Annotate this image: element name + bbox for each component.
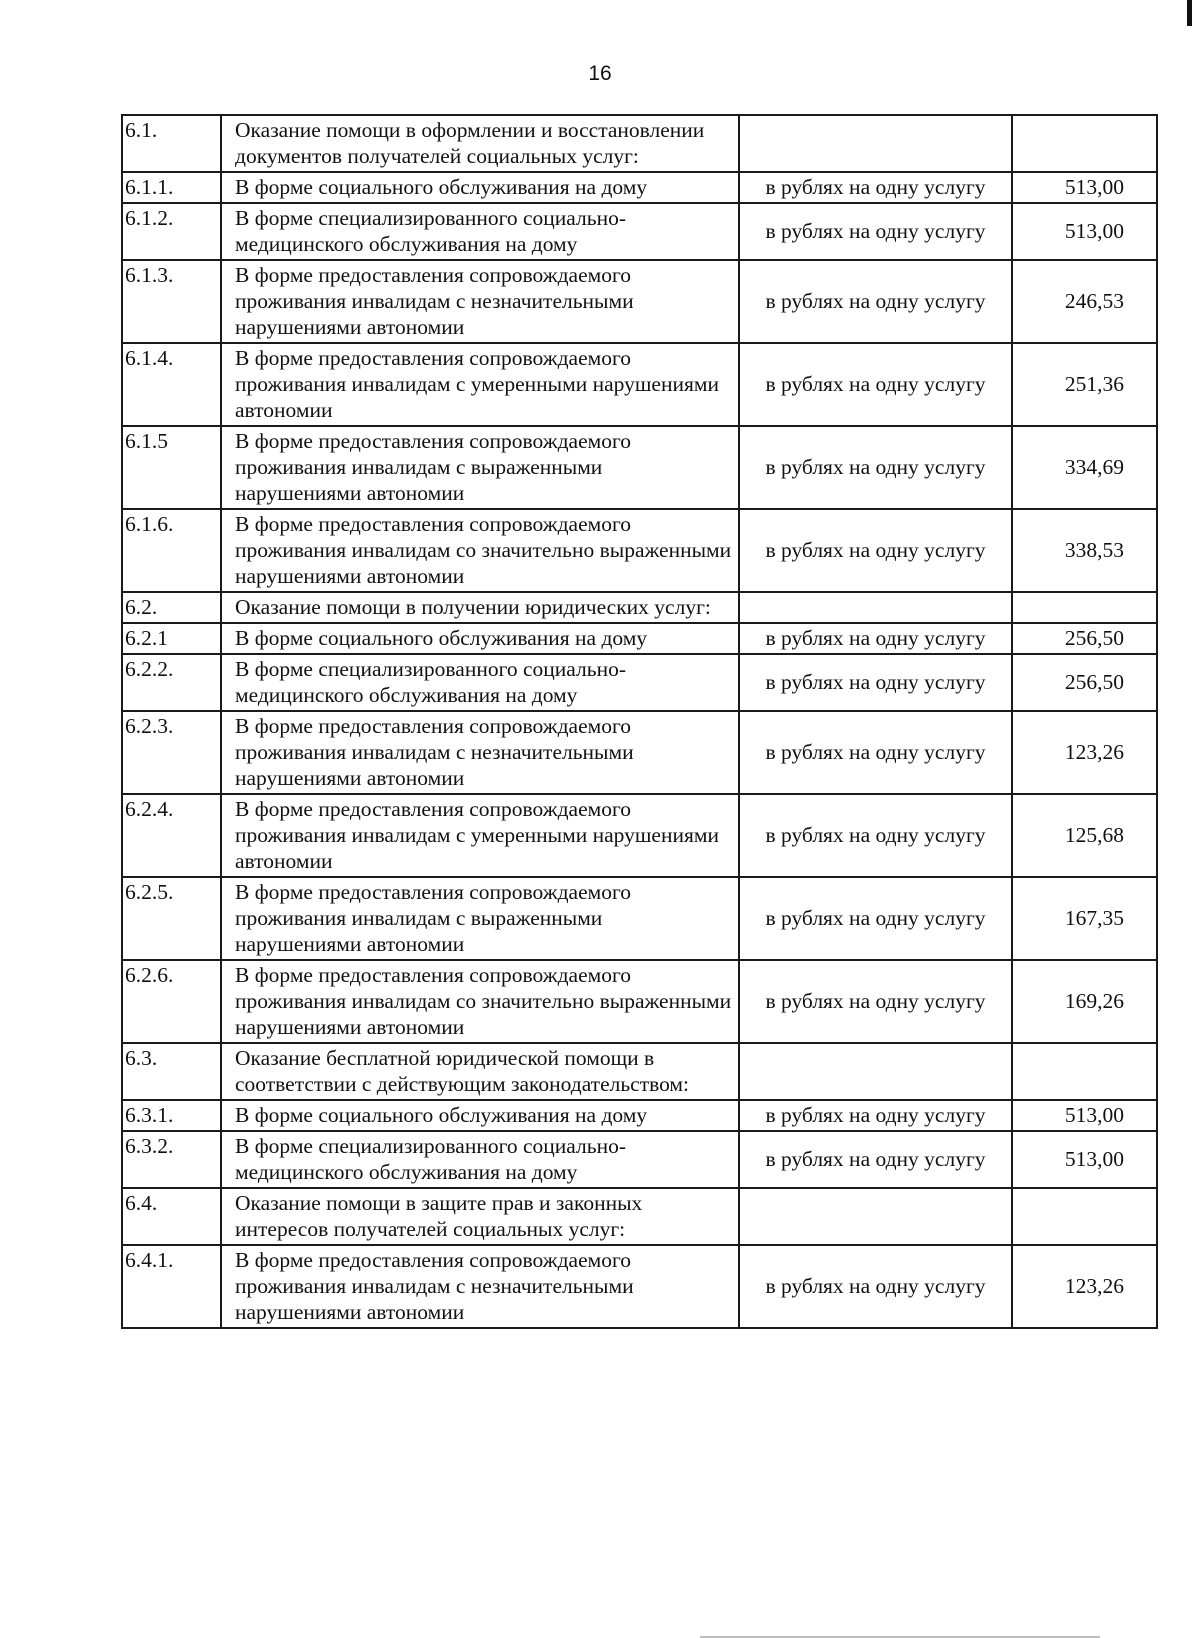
price-cell — [1012, 1043, 1157, 1100]
price-cell: 256,50 — [1012, 623, 1157, 654]
row-number-cell: 6.3.2. — [122, 1131, 221, 1188]
table-row — [122, 1043, 1157, 1100]
price-cell: 513,00 — [1012, 1100, 1157, 1131]
table-row — [122, 172, 1157, 203]
row-number-cell: 6.3. — [122, 1043, 221, 1100]
service-name-cell: В форме предоставления сопровождаемого проживания инвалидам с выраженными нарушениями автономии — [221, 426, 739, 509]
row-number-cell: 6.2.6. — [122, 960, 221, 1043]
unit-cell: в рублях на одну услугу — [739, 1245, 1012, 1328]
table-row — [122, 960, 1157, 1043]
service-name-cell: Оказание помощи в оформлении и восстановлении документов получателей социальных услуг: — [221, 115, 739, 172]
row-number-cell: 6.2. — [122, 592, 221, 623]
price-cell: 513,00 — [1012, 203, 1157, 260]
service-name-cell: В форме социального обслуживания на дому — [221, 1100, 739, 1131]
table-row — [122, 623, 1157, 654]
price-cell — [1012, 1188, 1157, 1245]
table-row — [122, 794, 1157, 877]
table-row — [122, 877, 1157, 960]
unit-cell: в рублях на одну услугу — [739, 1131, 1012, 1188]
unit-cell: в рублях на одну услугу — [739, 794, 1012, 877]
scan-edge-mark — [1187, 0, 1192, 26]
service-name-cell: В форме специализированного социально-медицинского обслуживания на дому — [221, 654, 739, 711]
row-number-cell: 6.1.1. — [122, 172, 221, 203]
unit-cell: в рублях на одну услугу — [739, 203, 1012, 260]
table-row — [122, 1245, 1157, 1328]
service-name-cell: В форме социального обслуживания на дому — [221, 623, 739, 654]
table-row — [122, 654, 1157, 711]
unit-cell — [739, 592, 1012, 623]
row-number-cell: 6.3.1. — [122, 1100, 221, 1131]
unit-cell: в рублях на одну услугу — [739, 877, 1012, 960]
unit-cell: в рублях на одну услугу — [739, 509, 1012, 592]
service-name-cell: В форме предоставления сопровождаемого проживания инвалидам с незначительными нарушениями автономии — [221, 711, 739, 794]
service-name-cell: В форме предоставления сопровождаемого проживания инвалидам с умеренными нарушениями автономии — [221, 794, 739, 877]
price-cell: 334,69 — [1012, 426, 1157, 509]
price-cell: 125,68 — [1012, 794, 1157, 877]
table-row — [122, 115, 1157, 172]
table-row — [122, 260, 1157, 343]
row-number-cell: 6.2.2. — [122, 654, 221, 711]
table-row — [122, 426, 1157, 509]
service-name-cell: В форме специализированного социально-медицинского обслуживания на дому — [221, 203, 739, 260]
unit-cell: в рублях на одну услугу — [739, 623, 1012, 654]
unit-cell: в рублях на одну услугу — [739, 343, 1012, 426]
row-number-cell: 6.1.4. — [122, 343, 221, 426]
price-cell: 513,00 — [1012, 172, 1157, 203]
service-name-cell: Оказание помощи в получении юридических услуг: — [221, 592, 739, 623]
unit-cell — [739, 1043, 1012, 1100]
service-name-cell: В форме социального обслуживания на дому — [221, 172, 739, 203]
price-cell: 338,53 — [1012, 509, 1157, 592]
unit-cell: в рублях на одну услугу — [739, 711, 1012, 794]
unit-cell: в рублях на одну услугу — [739, 260, 1012, 343]
row-number-cell: 6.2.3. — [122, 711, 221, 794]
unit-cell: в рублях на одну услугу — [739, 172, 1012, 203]
table-row — [122, 592, 1157, 623]
row-number-cell: 6.1.6. — [122, 509, 221, 592]
table-row — [122, 1100, 1157, 1131]
service-name-cell: Оказание помощи в защите прав и законных интересов получателей социальных услуг: — [221, 1188, 739, 1245]
unit-cell — [739, 1188, 1012, 1245]
table-row — [122, 343, 1157, 426]
row-number-cell: 6.1.3. — [122, 260, 221, 343]
row-number-cell: 6.2.4. — [122, 794, 221, 877]
row-number-cell: 6.1. — [122, 115, 221, 172]
tariff-table-body — [122, 115, 1157, 1328]
table-row — [122, 203, 1157, 260]
tariff-table — [121, 114, 1158, 1329]
unit-cell: в рублях на одну услугу — [739, 960, 1012, 1043]
price-cell: 169,26 — [1012, 960, 1157, 1043]
unit-cell — [739, 115, 1012, 172]
service-name-cell: В форме специализированного социально-медицинского обслуживания на дому — [221, 1131, 739, 1188]
price-cell: 256,50 — [1012, 654, 1157, 711]
service-name-cell: В форме предоставления сопровождаемого проживания инвалидам с умеренными нарушениями автономии — [221, 343, 739, 426]
row-number-cell: 6.4. — [122, 1188, 221, 1245]
table-row — [122, 509, 1157, 592]
table-row — [122, 1131, 1157, 1188]
row-number-cell: 6.4.1. — [122, 1245, 221, 1328]
table-row — [122, 1188, 1157, 1245]
unit-cell: в рублях на одну услугу — [739, 654, 1012, 711]
row-number-cell: 6.2.1 — [122, 623, 221, 654]
service-name-cell: В форме предоставления сопровождаемого проживания инвалидам со значительно выраженными нарушениями автономии — [221, 960, 739, 1043]
service-name-cell: В форме предоставления сопровождаемого проживания инвалидам с незначительными нарушениями автономии — [221, 260, 739, 343]
price-cell — [1012, 115, 1157, 172]
row-number-cell: 6.2.5. — [122, 877, 221, 960]
price-cell: 246,53 — [1012, 260, 1157, 343]
price-cell: 123,26 — [1012, 1245, 1157, 1328]
service-name-cell: В форме предоставления сопровождаемого проживания инвалидам с выраженными нарушениями автономии — [221, 877, 739, 960]
row-number-cell: 6.1.5 — [122, 426, 221, 509]
price-cell: 251,36 — [1012, 343, 1157, 426]
price-cell: 513,00 — [1012, 1131, 1157, 1188]
price-cell: 167,35 — [1012, 877, 1157, 960]
table-row — [122, 711, 1157, 794]
row-number-cell: 6.1.2. — [122, 203, 221, 260]
service-name-cell: В форме предоставления сопровождаемого проживания инвалидам со значительно выраженными нарушениями автономии — [221, 509, 739, 592]
unit-cell: в рублях на одну услугу — [739, 426, 1012, 509]
price-cell — [1012, 592, 1157, 623]
service-name-cell: В форме предоставления сопровождаемого проживания инвалидам с незначительными нарушениями автономии — [221, 1245, 739, 1328]
price-cell: 123,26 — [1012, 711, 1157, 794]
service-name-cell: Оказание бесплатной юридической помощи в соответствии с действующим законодательством: — [221, 1043, 739, 1100]
page-number: 16 — [588, 62, 612, 85]
unit-cell: в рублях на одну услугу — [739, 1100, 1012, 1131]
